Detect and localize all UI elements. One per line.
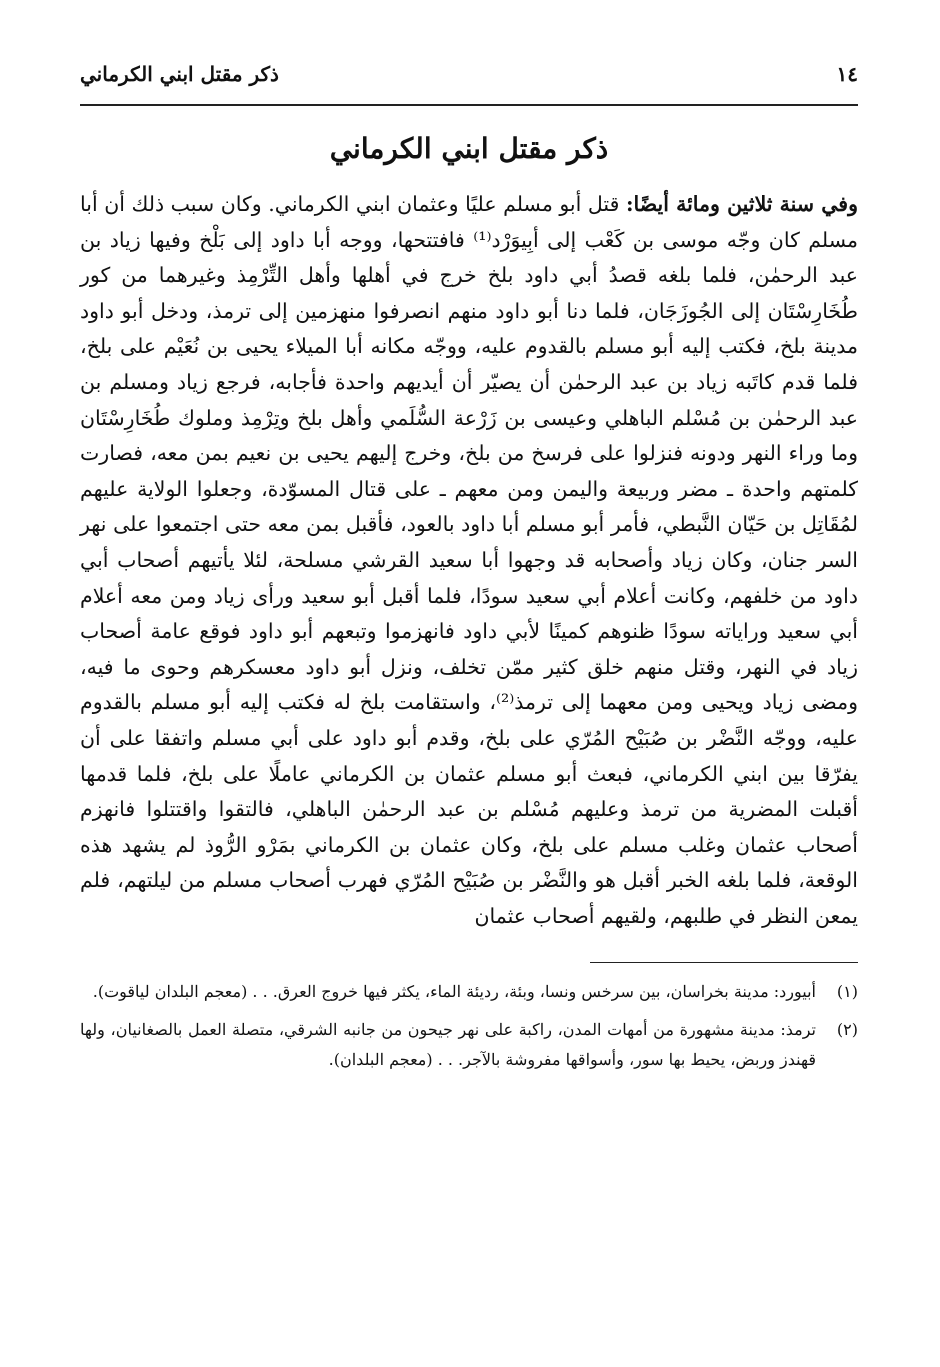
chapter-title: ذكر مقتل ابني الكرماني xyxy=(329,132,609,165)
header-rule xyxy=(80,104,858,106)
page-number: ١٤ xyxy=(836,62,858,86)
body-paragraph xyxy=(80,187,858,934)
book-page xyxy=(80,62,858,1083)
footnote-number: (٢) xyxy=(836,1020,858,1040)
lead-in: وفي سنة ثلاثين ومائة أيضًا: xyxy=(625,192,858,216)
footnote-number: (١) xyxy=(836,982,858,1002)
footnote-text: أبيورد: مدينة بخراسان، بين سرخس ونسا، وبئة، رديئة الماء، يكثر فيها خروج العرق. . . (معجم البلدان لياقوت). xyxy=(92,982,816,1002)
footnote-1 xyxy=(80,977,858,1007)
running-header xyxy=(80,62,858,102)
footnote-text: ترمذ: مدينة مشهورة من أمهات المدن، راكبة على نهر جيحون من جانبه الشرقي، متصلة العمل بالصغانيان، ولها قهندز وربض، يحيط بها سور، وأسواقها مفروشة بالآجر. . . (معجم البلدان). xyxy=(80,1020,816,1070)
footnote-2 xyxy=(80,1015,858,1075)
footnote-rule xyxy=(590,962,858,963)
running-title: ذكر مقتل ابني الكرماني xyxy=(80,62,279,86)
body-text: قتل أبو مسلم عليًا وعثمان ابني الكرماني. وكان سبب ذلك أن أبا مسلم كان وجّه موسى بن كَعْب إلى أبِيوَرْد⁽¹⁾ فافتتحها، ووجه أبا داود إلى بَلْخ وفيها زياد بن عبد الرحمٰن، فلما بلغه قصدُ أبي داود بلخ خرج في أهلها وأهل التِّرْمِذ وغيرهما من كور طُخَارِسْتَان إلى الجُوزَجَان، فلما دنا أبو داود منهم انصرفوا منهزمين إلى ترمذ، ودخل أبو داود مدينة بلخ، فكتب إليه أبو مسلم بالقدوم عليه، ووجّه مكانه أبا الميلاء يحيى بن نُعَيْم على بلخ، فلما قدم كاتَبه زياد بن عبد الرحمٰن أن يصيّر أن أيديهم واحدة فأجابه، فرجع زياد ومسلم بن عبد الرحمٰن بن مُسْلم الباهلي وعيسى بن زَرْعة السُّلَمي وأهل بلخ وتِرْمِذ وملوك طُخَارِسْتَان وما وراء النهر ودونه فنزلوا على فرسخ من بلخ، وخرج إليهم يحيى بن نعيم بمن معه، فصارت كلمتهم واحدة ـ مضر وربيعة واليمن ومن معهم ـ على قتال المسوّدة، وجعلوا الولاية عليهم لمُقَاتِل بن حَيّان النَّبطي، فأمر أبو مسلم أبا داود بالعود، فأقبل بمن معه حتى اجتمعوا على نهر السر جنان، وكان زياد وأصحابه قد وجهوا أبا سعيد القرشي مسلحة، لئلا يأتيهم أصحاب أبي داود من خلفهم، وكانت أعلام أبي سعيد سودًا، فلما أقبل أبو سعيد ورأى زياد ومن معه أعلام أبي سعيد وراياته سودًا ظنوهم كمينًا لأبي داود فانهزموا وتبعهم أبو داود فوقع عامة أصحاب زياد في النهر، وقتل منهم خلق كثير ممّن تخلف، ونزل أبو داود معسكرهم وحوى ما فيه، ومضى زياد ويحيى ومن معهما إلى ترمذ⁽²⁾، واستقامت بلخ له فكتب إليه أبو مسلم بالقدوم عليه، ووجّه النَّضْر بن صُبَيْح المُرّي على بلخ، وقدم أبو داود على أبي مسلم واتفقا على أن يفرّقا بين ابني الكرماني، فبعث أبو مسلم عثمان بن الكرماني عاملًا على بلخ، فلما قدمها أقبلت المضرية من ترمذ وعليهم مُسْلم بن عبد الرحمٰن الباهلي، فالتقوا واقتتلوا فانهزم أصحاب عثمان وغلب مسلم على بلخ، وكان عثمان بن الكرماني بمَرْو الرُّوذ لم يشهد هذه الوقعة، فلما بلغه الخبر أقبل هو والنَّضْر بن صُبَيْح المُرّي فهرب أصحاب مسلم من ليلتهم، فلم يمعن النظر في طلبهم، ولقيهم أصحاب عثمان xyxy=(80,192,858,928)
